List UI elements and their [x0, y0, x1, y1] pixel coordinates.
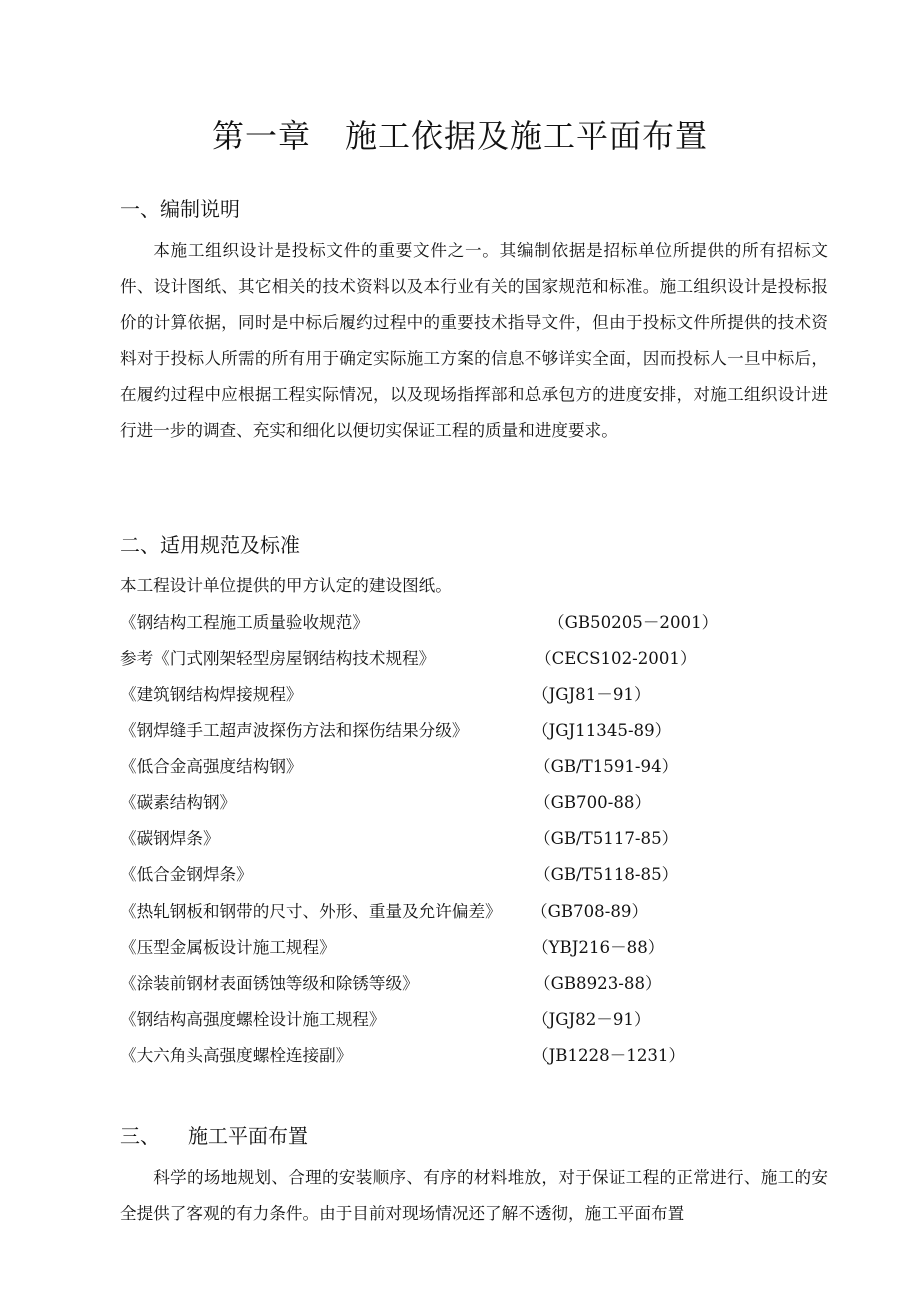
- standard-code: （JB1228－1231）: [532, 1046, 686, 1065]
- section-3-heading: [120, 1121, 308, 1151]
- standard-code: （GB700-88）: [534, 793, 652, 812]
- standard-row: [120, 1005, 720, 1035]
- standard-name: 《碳钢焊条》: [120, 829, 220, 848]
- standard-name: 《大六角头高强度螺栓连接副》: [120, 1046, 353, 1065]
- standard-name: 《热轧钢板和钢带的尺寸、外形、重量及允许偏差》: [120, 902, 502, 921]
- standard-code: （GB8923-88）: [534, 974, 662, 993]
- section-1-body: 本施工组织设计是投标文件的重要文件之一。其编制依据是招标单位所提供的所有招标文件、设计图纸、其它相关的技术资料以及本行业有关的国家规范和标准。施工组织设计是投标报价的计算依据，同时是中标后履约过程中的重要技术指导文件，但由于投标文件所提供的技术资料对于投标人所需的所有用于确定实际施工方案的信息不够详实全面，因而投标人一旦中标后，在履约过程中应根据工程实际情况，以及现场指挥部和总承包方的进度安排，对施工组织设计进行进一步的调查、充实和细化以便切实保证工程的质量和进度要求。: [120, 241, 828, 441]
- standard-code: （GB/T5117-85）: [534, 829, 679, 848]
- standard-code: （GB/T1591-94）: [534, 757, 679, 776]
- section-3-body: 科学的场地规划、合理的安装顺序、有序的材料堆放，对于保证工程的正常进行、施工的安全提供了客观的有力条件。由于目前对现场情况还了解不透彻，施工平面布置: [120, 1168, 828, 1224]
- standard-row: [120, 644, 720, 674]
- standard-name: 《碳素结构钢》: [120, 793, 237, 812]
- section-2-number: 二、: [120, 533, 160, 557]
- standard-row: [120, 716, 720, 746]
- standard-name: 《压型金属板设计施工规程》: [120, 938, 336, 957]
- standard-row: [120, 788, 720, 818]
- standard-name: 《钢焊缝手工超声波探伤方法和探伤结果分级》: [120, 721, 469, 740]
- standard-row: [120, 860, 720, 890]
- section-1-title: 编制说明: [160, 197, 240, 221]
- standard-row: [120, 608, 720, 638]
- section-1-number: 一、: [120, 197, 160, 221]
- standard-row: [120, 680, 720, 710]
- standard-row: [120, 752, 720, 782]
- standard-code: （YBJ216－88）: [532, 938, 665, 957]
- standard-name: 《建筑钢结构焊接规程》: [120, 685, 303, 704]
- standard-name: 《低合金高强度结构钢》: [120, 757, 303, 776]
- standard-name: 《低合金钢焊条》: [120, 865, 253, 884]
- standard-name: 《钢结构高强度螺栓设计施工规程》: [120, 1010, 386, 1029]
- standard-code: （JGJ81－91）: [532, 685, 651, 704]
- standard-row: [120, 1041, 720, 1071]
- section-1-heading: [120, 194, 240, 224]
- standard-row: [120, 824, 720, 854]
- standard-code: （GB50205－2001）: [548, 613, 719, 632]
- section-2-title: 适用规范及标准: [160, 533, 300, 557]
- standard-name: 《钢结构工程施工质量验收规范》: [120, 613, 369, 632]
- standard-name: 《涂装前钢材表面锈蚀等级和除锈等级》: [120, 974, 419, 993]
- chapter-number: 第一章: [211, 117, 311, 155]
- chapter-title-text: 施工依据及施工平面布置: [345, 117, 709, 155]
- standard-code: （JGJ82－91）: [532, 1010, 651, 1029]
- standard-row: [120, 897, 720, 927]
- section-2-intro: 本工程设计单位提供的甲方认定的建设图纸。: [120, 576, 452, 595]
- standard-row: [120, 933, 720, 963]
- standard-code: （JGJ11345-89）: [532, 721, 672, 740]
- standard-code: （GB708-89）: [531, 902, 649, 921]
- chapter-title: [0, 114, 920, 158]
- section-3-title: 施工平面布置: [188, 1124, 308, 1148]
- section-3-number: 三、: [120, 1124, 160, 1148]
- standard-code: （CECS102-2001）: [535, 649, 697, 668]
- standard-name: 参考《门式刚架轻型房屋钢结构技术规程》: [120, 649, 436, 668]
- standard-code: （GB/T5118-85）: [534, 865, 679, 884]
- section-2-heading: [120, 530, 300, 560]
- standard-row: [120, 969, 720, 999]
